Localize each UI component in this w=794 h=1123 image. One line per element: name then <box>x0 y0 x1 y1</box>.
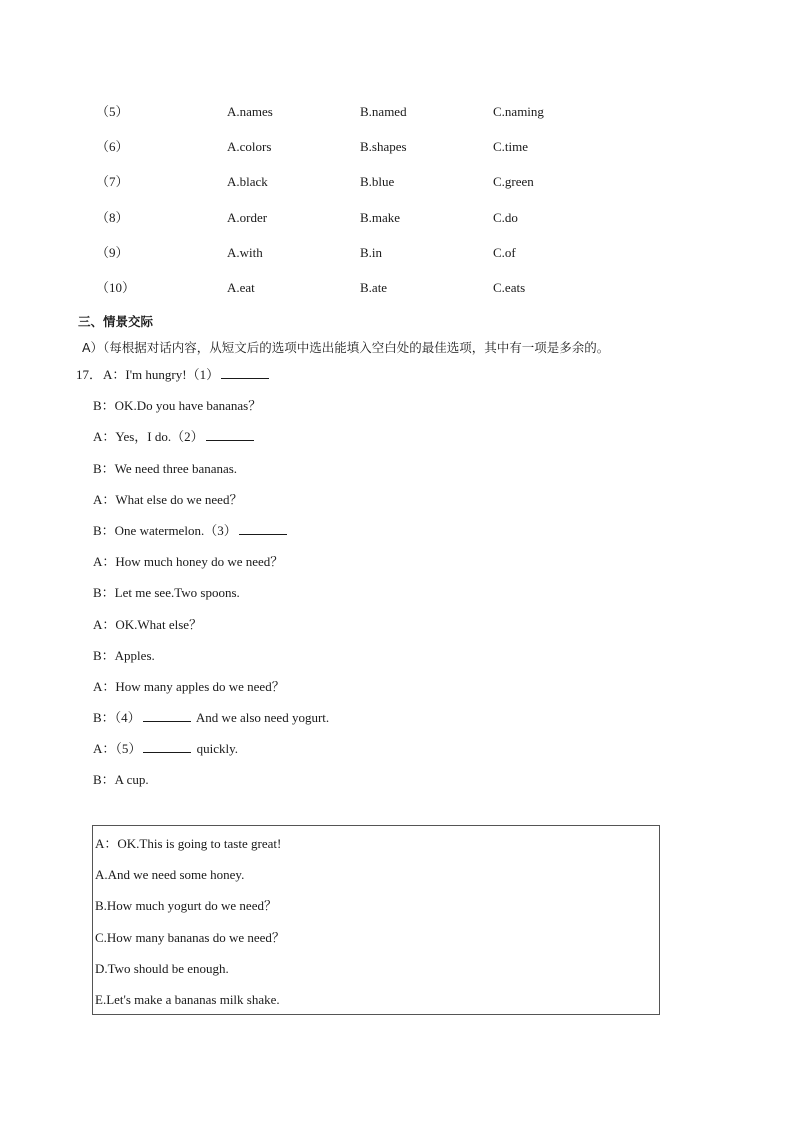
choice-option-a: A.names <box>227 104 273 119</box>
choice-option-c: C.time <box>493 139 529 155</box>
choice-option-c: C.do <box>493 209 518 225</box>
dialog-text: B：Apples. <box>93 647 155 663</box>
section-title: 三、情景交际 <box>78 314 154 329</box>
choice-number: （8） <box>96 209 129 225</box>
answer-blank <box>221 364 269 379</box>
choice-option-b: B.ate <box>360 279 388 295</box>
choice-number: （9） <box>96 244 129 260</box>
dialog-text: B：Let me see.Two spoons. <box>93 585 240 601</box>
dialog-text: A：What else do we need？ <box>93 491 243 507</box>
dialog-text: B：A cup. <box>93 772 149 788</box>
dialog-text: B：We need three bananas. <box>93 460 238 476</box>
dialog-line <box>93 645 329 676</box>
choice-number: （5） <box>96 104 129 119</box>
answer-blank <box>206 426 254 441</box>
dialog-line <box>93 458 329 489</box>
dialog-text: B：（4） <box>93 710 141 726</box>
choice-option-a: A.eat <box>227 279 255 295</box>
choice-option-a: A.black <box>227 174 268 190</box>
dialog-line <box>93 489 329 520</box>
dialog-line <box>93 582 329 613</box>
dialog-line <box>93 738 329 769</box>
choice-option-b: B.named <box>360 104 407 119</box>
dialog-line <box>93 364 329 395</box>
dialog-line <box>93 676 329 707</box>
choice-option-b: B.blue <box>360 174 395 190</box>
dialog-text-after: And we also need yogurt. <box>195 710 330 726</box>
option-b: B.How much yogurt do we need？ <box>95 898 277 914</box>
choice-option-c: C.of <box>493 244 516 260</box>
choice-option-a: A.colors <box>227 139 272 155</box>
dialog-text: A：How much honey do we need？ <box>93 554 284 570</box>
choice-option-a: A.order <box>227 209 268 225</box>
choice-number: （7） <box>96 174 129 190</box>
dialog-line <box>93 426 329 457</box>
dialog <box>93 364 329 801</box>
dialog-text: B：OK.Do you have bananas？ <box>93 398 262 414</box>
choice-option-a: A.with <box>227 244 263 260</box>
option-a: A.And we need some honey. <box>95 867 245 883</box>
dialog-line <box>93 707 329 738</box>
option-c: C.How many bananas do we need？ <box>95 929 285 945</box>
options-box <box>92 825 660 1015</box>
choice-option-b: B.in <box>360 244 383 260</box>
choice-option-c: C.eats <box>493 279 526 295</box>
dialog-line <box>93 614 329 645</box>
answer-blank <box>143 707 191 722</box>
choice-option-b: B.shapes <box>360 139 407 155</box>
dialog-line <box>93 551 329 582</box>
choice-option-c: C.naming <box>493 104 544 119</box>
dialog-text: A：I'm hungry!（1） <box>103 367 220 382</box>
option-line: A：OK.This is going to taste great! <box>95 836 282 851</box>
question-number: 17． <box>76 367 103 382</box>
answer-blank <box>239 520 287 535</box>
dialog-line <box>93 520 329 551</box>
dialog-text: A：How many apples do we need？ <box>93 678 285 694</box>
dialog-line <box>93 769 329 800</box>
dialog-line <box>93 395 329 426</box>
option-e: E.Let's make a bananas milk shake. <box>95 991 280 1007</box>
choice-number: （10） <box>96 279 136 295</box>
dialog-text-after: quickly. <box>196 741 239 757</box>
choice-option-c: C.green <box>493 174 534 190</box>
section-instruction: A）（每根据对话内容，从短文后的选项中选出能填入空白处的最佳选项，其中有一项是多余的。 <box>82 340 610 355</box>
dialog-text: A：（5） <box>93 741 142 757</box>
choice-number: （6） <box>96 139 129 155</box>
choice-option-b: B.make <box>360 209 401 225</box>
option-d: D.Two should be enough. <box>95 960 229 976</box>
dialog-text: A：OK.What else？ <box>93 616 203 632</box>
dialog-text: A：Yes，I do.（2） <box>93 429 204 445</box>
dialog-text: B：One watermelon.（3） <box>93 522 237 538</box>
answer-blank <box>143 738 191 753</box>
